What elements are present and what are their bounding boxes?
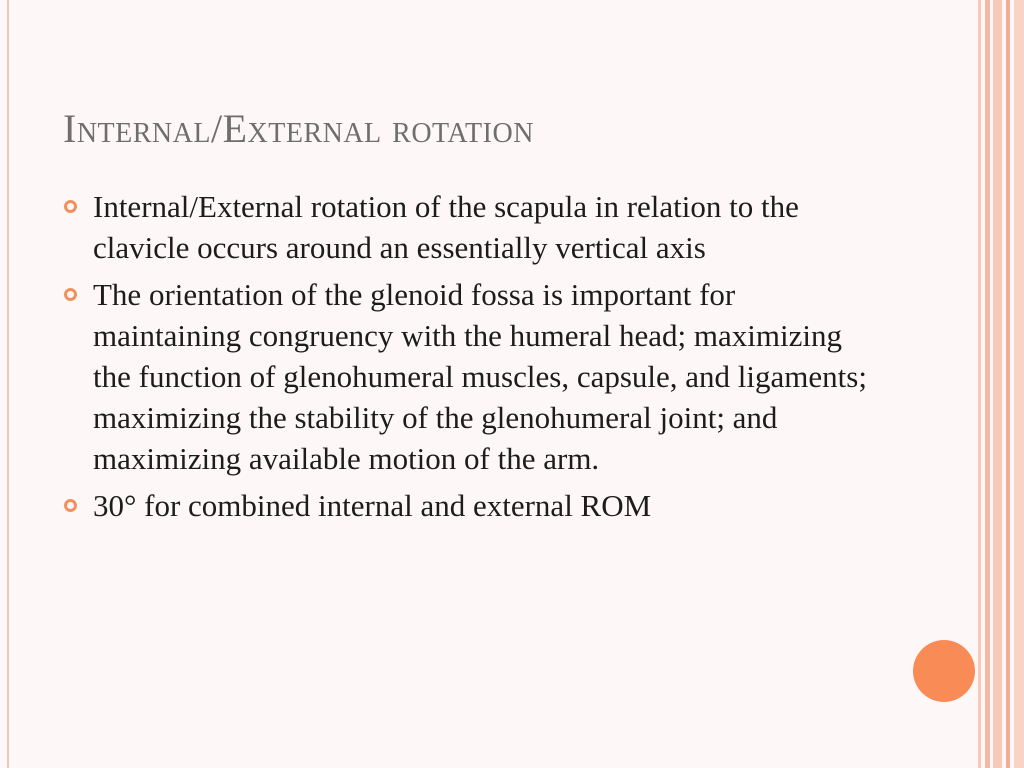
bullet-ring-icon (64, 499, 77, 512)
bullet-list (62, 186, 882, 532)
bullet-ring-icon (64, 288, 77, 301)
slide-title: Internal/External rotation (63, 106, 534, 151)
bullet-text: Internal/External rotation of the scapula in relation to the clavicle occurs around an essentially vertical axis (93, 189, 799, 265)
right-decor-stripe (1014, 0, 1024, 768)
bullet-text: The orientation of the glenoid fossa is important for maintaining congruency with the humeral head; maximizing the function of glenohumeral muscles, capsule, and ligaments; maximizing the stability of the glenohumeral joint; and maximizing available motion of the arm. (93, 277, 867, 476)
left-border-line (7, 0, 9, 768)
bullet-text: 30° for combined internal and external ROM (93, 488, 652, 523)
bullet-item (62, 186, 882, 268)
bullet-item (62, 274, 882, 479)
right-decor-stripe (1006, 0, 1010, 768)
bullet-item (62, 485, 882, 526)
right-decor-stripe (993, 0, 1002, 768)
right-decor-stripe (978, 0, 981, 768)
right-decor-stripe (985, 0, 990, 768)
accent-circle-decoration (913, 640, 975, 702)
bullet-ring-icon (64, 200, 77, 213)
